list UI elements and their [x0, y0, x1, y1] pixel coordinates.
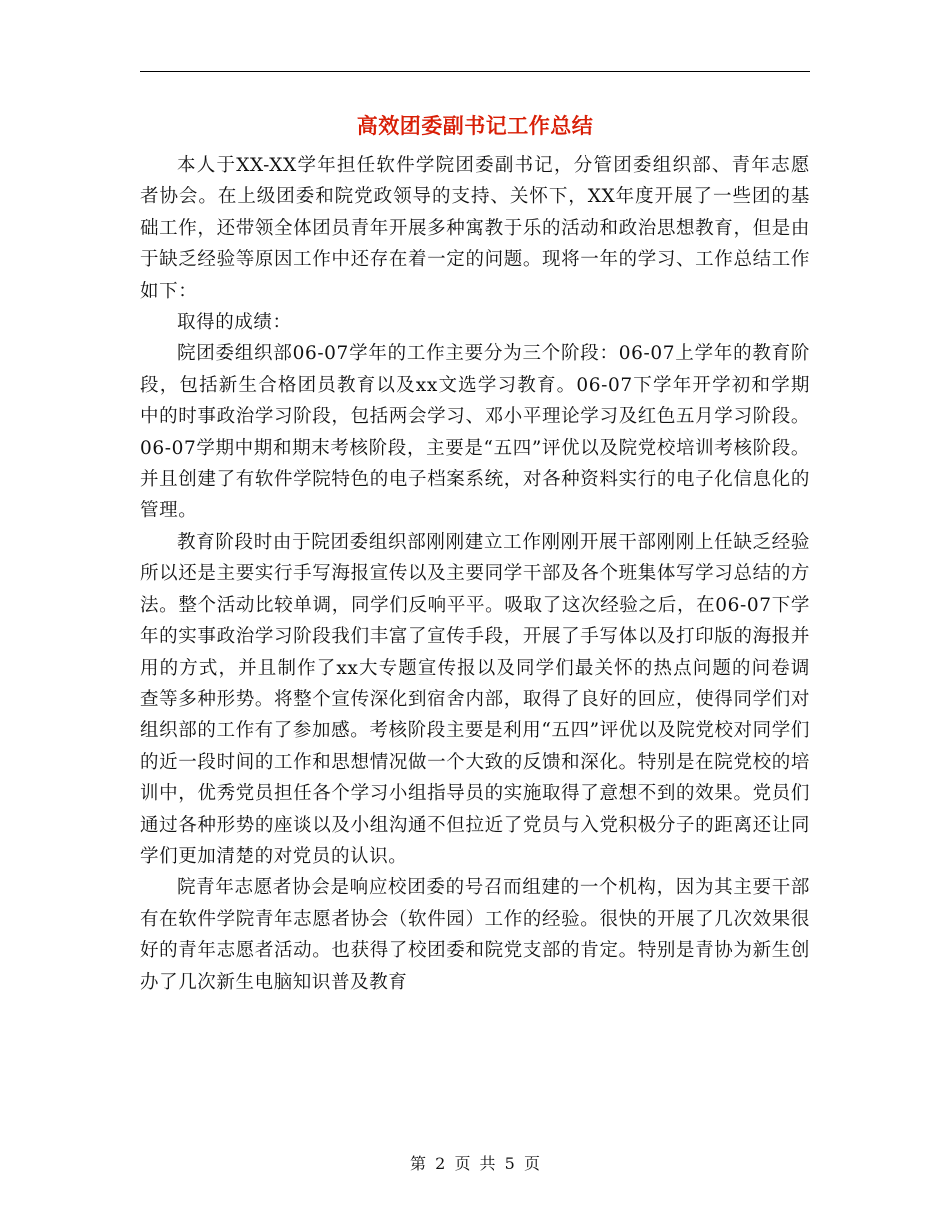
paragraph-intro: 本人于XX-XX学年担任软件学院团委副书记，分管团委组织部、青年志愿者协会。在上级团委和院党政领导的支持、关怀下，XX年度开展了一些团的基础工作，还带领全体团员青年开展多种寓教于乐的活动和政治思想教育，但是由于缺乏经验等原因工作中还存在着一定的问题。现将一年的学习、工作总结工作如下：: [140, 155, 810, 302]
paragraph-education-stage: 教育阶段时由于院团委组织部刚刚建立工作刚刚开展干部刚刚上任缺乏经验所以还是主要实行手写海报宣传以及主要同学干部及各个班集体写学习总结的方法。整个活动比较单调，同学们反响平平。吸取了这次经验之后，在06-07下学年的实事政治学习阶段我们丰富了宣传手段，开展了手写体以及打印版的海报并用的方式，并且制作了xx大专题宣传报以及同学们最关怀的热点问题的问卷调查等多种形势。将整个宣传深化到宿舍内部，取得了良好的回应，使得同学们对组织部的工作有了参加感。考核阶段主要是利用“五四”评优以及院党校对同学们的近一段时间的工作和思想情况做一个大致的反馈和深化。特别是在院党校的培训中，优秀党员担任各个学习小组指导员的实施取得了意想不到的效果。党员们通过各种形势的座谈以及小组沟通不但拉近了党员与入党积极分子的距离还让同学们更加清楚的对党员的认识。: [140, 531, 810, 867]
footer-label-page: 第: [410, 1154, 427, 1173]
page-footer: [0, 1152, 950, 1176]
footer-current-page: 2: [435, 1154, 446, 1173]
document-title: 高效团委副书记工作总结: [356, 113, 594, 138]
document-body: [140, 150, 810, 998]
header-rule: [140, 71, 810, 72]
paragraph-organization-dept: 院团委组织部06-07学年的工作主要分为三个阶段：06-07上学年的教育阶段，包括新生合格团员教育以及xx文选学习教育。06-07下学年开学初和学期中的时事政治学习阶段，包括两会学习、邓小平理论学习及红色五月学习阶段。06-07学期中期和期末考核阶段，主要是“五四”评优以及院党校培训考核阶段。并且创建了有软件学院特色的电子档案系统，对各种资料实行的电子化信息化的管理。: [140, 343, 810, 522]
footer-label-total: 共: [479, 1154, 496, 1173]
paragraph-volunteer-association: 院青年志愿者协会是响应校团委的号召而组建的一个机构，因为其主要干部有在软件学院青年志愿者协会（软件园）工作的经验。很快的开展了几次效果很好的青年志愿者活动。也获得了校团委和院党支部的肯定。特别是青协为新生创办了几次新生电脑知识普及教育: [140, 877, 810, 993]
paragraph-achievements-heading: 取得的成绩：: [177, 312, 292, 334]
footer-total-pages: 5: [504, 1154, 515, 1173]
footer-label-page-unit: 页: [454, 1154, 471, 1173]
footer-label-total-unit: 页: [523, 1154, 540, 1173]
